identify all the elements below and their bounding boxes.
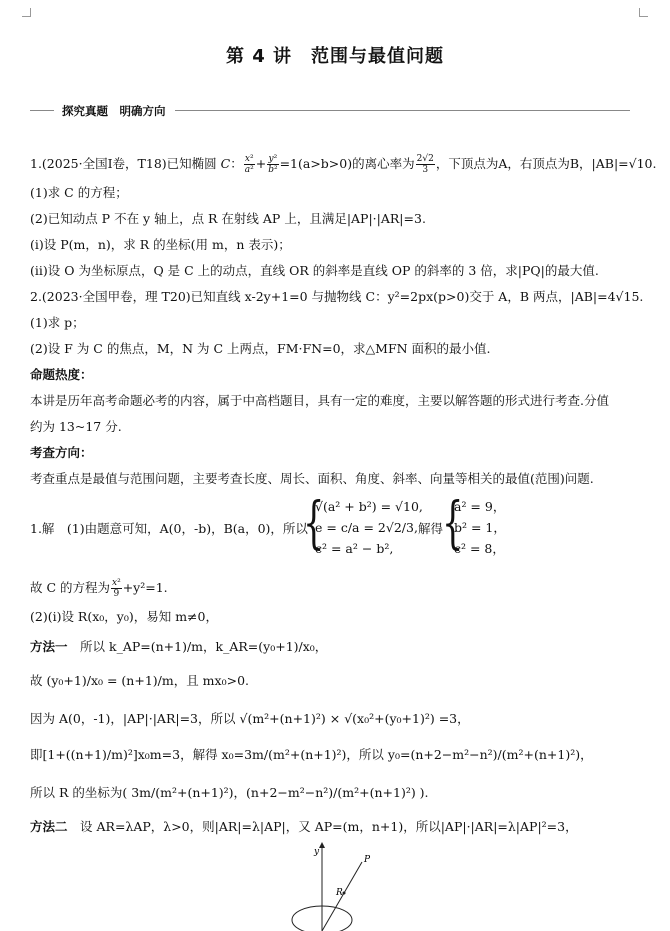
corner-mark-left [22, 8, 31, 17]
problem-1-q2ii: (ⅱ)设 O 为坐标原点，Q 是 C 上的动点，直线 OR 的斜率是直线 OP 的斜率的 3 倍，求|PQ|的最大值. [30, 263, 599, 278]
equation-system-1 [303, 491, 423, 564]
ellipse-result-prefix: 故 C 的方程为 [30, 580, 111, 595]
method-1-line-3: 因为 A(0，-1)，|AP|·|AR|=3，所以 √(m²+(n+1)²) × √(x₀²+(y₀+1)²) =3， [30, 711, 470, 726]
problem-1-prefix: 1.(2025·全国Ⅰ卷，T18)已知椭圆 [30, 156, 217, 171]
direction-text: 考查重点是最值与范围问题，主要考查长度、周长、面积、角度、斜率、向量等相关的最值(范围)问题. [30, 471, 594, 486]
heat-text-line1: 本讲是历年高考命题必考的内容，属于中高档题目，具有一定的难度，主要以解答题的形式进行考查.分值 [30, 393, 609, 408]
page-title: 第 4 讲 范围与最值问题 [225, 46, 445, 67]
problem-1-statement: 1.(2025·全国Ⅰ卷，T18)已知椭圆 C： $\frac{\text{x²}}{\text{a²}}$ + $\frac{\text{y²}}{\text{b²}}$ =1(a>b>0)的离心率为 $\frac{2√2}{3}$ ，下顶点为A，右顶点为B，|AB|=√10. [30, 154, 657, 175]
method-2-line [30, 818, 642, 836]
method-1-label: 方法一 [30, 639, 68, 654]
equation-system-2 [442, 491, 522, 564]
system-2-row-1: a² = 9， [454, 499, 506, 514]
frac-eccentricity: $\frac{2√2}{3}$ [416, 154, 434, 175]
section-header [30, 103, 630, 119]
solution-head: 1.解 (1)由题意可知，A(0，-b)，B(a，0)，所以 [30, 521, 308, 536]
problem-1-q2: (2)已知动点 P 不在 y 轴上，点 R 在射线 AP 上，且满足|AP|·|AR|=3. [30, 211, 426, 226]
system-1-row-2: e = c/a = 2√2/3, [315, 520, 418, 535]
method-1-line-2: 故 (y₀+1)/x₀ = (n+1)/m，且 mx₀>0. [30, 673, 250, 688]
frac-x2-a2: $\frac{\text{x²}}{\text{a²}}$ [244, 154, 254, 175]
y-axis-label: y [314, 847, 320, 857]
problem-1-tail: ，下顶点为A，右顶点为B，|AB|=√10. [435, 156, 657, 171]
system-2-row-3: c² = 8， [454, 541, 505, 556]
method-2-label: 方法二 [30, 819, 68, 834]
section-rule-left [30, 110, 54, 111]
y-axis-arrow [319, 842, 325, 848]
frac-x2-9: $\frac{\text{x²}}{9}$ [112, 578, 121, 599]
problem-2-q1: (1)求 p； [30, 315, 85, 330]
corner-mark-right [639, 8, 648, 17]
heat-label: 命题热度： [30, 367, 93, 382]
section-label: 探究真题 明确方向 [58, 103, 170, 119]
problem-1-q1: (1)求 C 的方程； [30, 185, 128, 200]
system-1-brace: { [303, 491, 325, 556]
heat-text-line2: 约为 13~17 分. [30, 419, 122, 434]
system-2-row-2: b² = 1， [454, 520, 506, 535]
problem-2-q2: (2)设 F 为 C 的焦点，M，N 为 C 上两点，FM·FN=0，求△MFN 面积的最小值. [30, 341, 491, 356]
method-2-text: 设 AR=λAP，λ>0，则|AR|=λ|AP|，又 AP=(m，n+1)，所以|AP|·|AR|=λ|AP|²=3， [80, 819, 578, 834]
method-1-text: 所以 k_AP=(n+1)/m，k_AR=(y₀+1)/x₀， [80, 639, 328, 654]
ellipse-result [30, 578, 642, 599]
point-r-label: R [336, 888, 343, 898]
problem-2-statement: 2.(2023·全国甲卷，理 T20)已知直线 x-2y+1=0 与抛物线 C：y²=2px(p>0)交于 A，B 两点，|AB|=4√15. [30, 289, 644, 304]
system-2-brace: { [442, 491, 464, 556]
method-1-line-4: 即[1+((n+1)/m)²]x₀m=3，解得 x₀=3m/(m²+(n+1)²)，所以 y₀=(n+2−m²−n²)/(m²+(n+1)²)， [30, 747, 593, 762]
coordinate-diagram [280, 840, 390, 931]
problem-1-condition: =1(a>b>0)的离心率为 [279, 156, 415, 171]
section-rule-right [175, 110, 630, 111]
part-2i-solution: (2)(ⅰ)设 R(x₀，y₀)，易知 m≠0， [30, 609, 218, 624]
ellipse-result-tail: +y²=1. [122, 580, 168, 595]
direction-label: 考查方向： [30, 445, 93, 460]
problem-1-q2i: (ⅰ)设 P(m，n)，求 R 的坐标(用 m，n 表示)； [30, 237, 291, 252]
method-1-line-1 [30, 638, 642, 656]
system-1-row-3: c² = a² − b², [315, 541, 394, 556]
solve-word: 解得 [418, 521, 444, 536]
frac-y2-b2: $\frac{\text{y²}}{\text{b²}}$ [268, 154, 278, 175]
method-1-line-5: 所以 R 的坐标为( 3m/(m²+(n+1)²)，(n+2−m²−n²)/(m²+(n+1)²) ). [30, 785, 429, 800]
point-p-label: P [364, 855, 371, 865]
system-1-row-1: √(a² + b²) = √10, [315, 499, 423, 514]
point-r [343, 892, 346, 895]
